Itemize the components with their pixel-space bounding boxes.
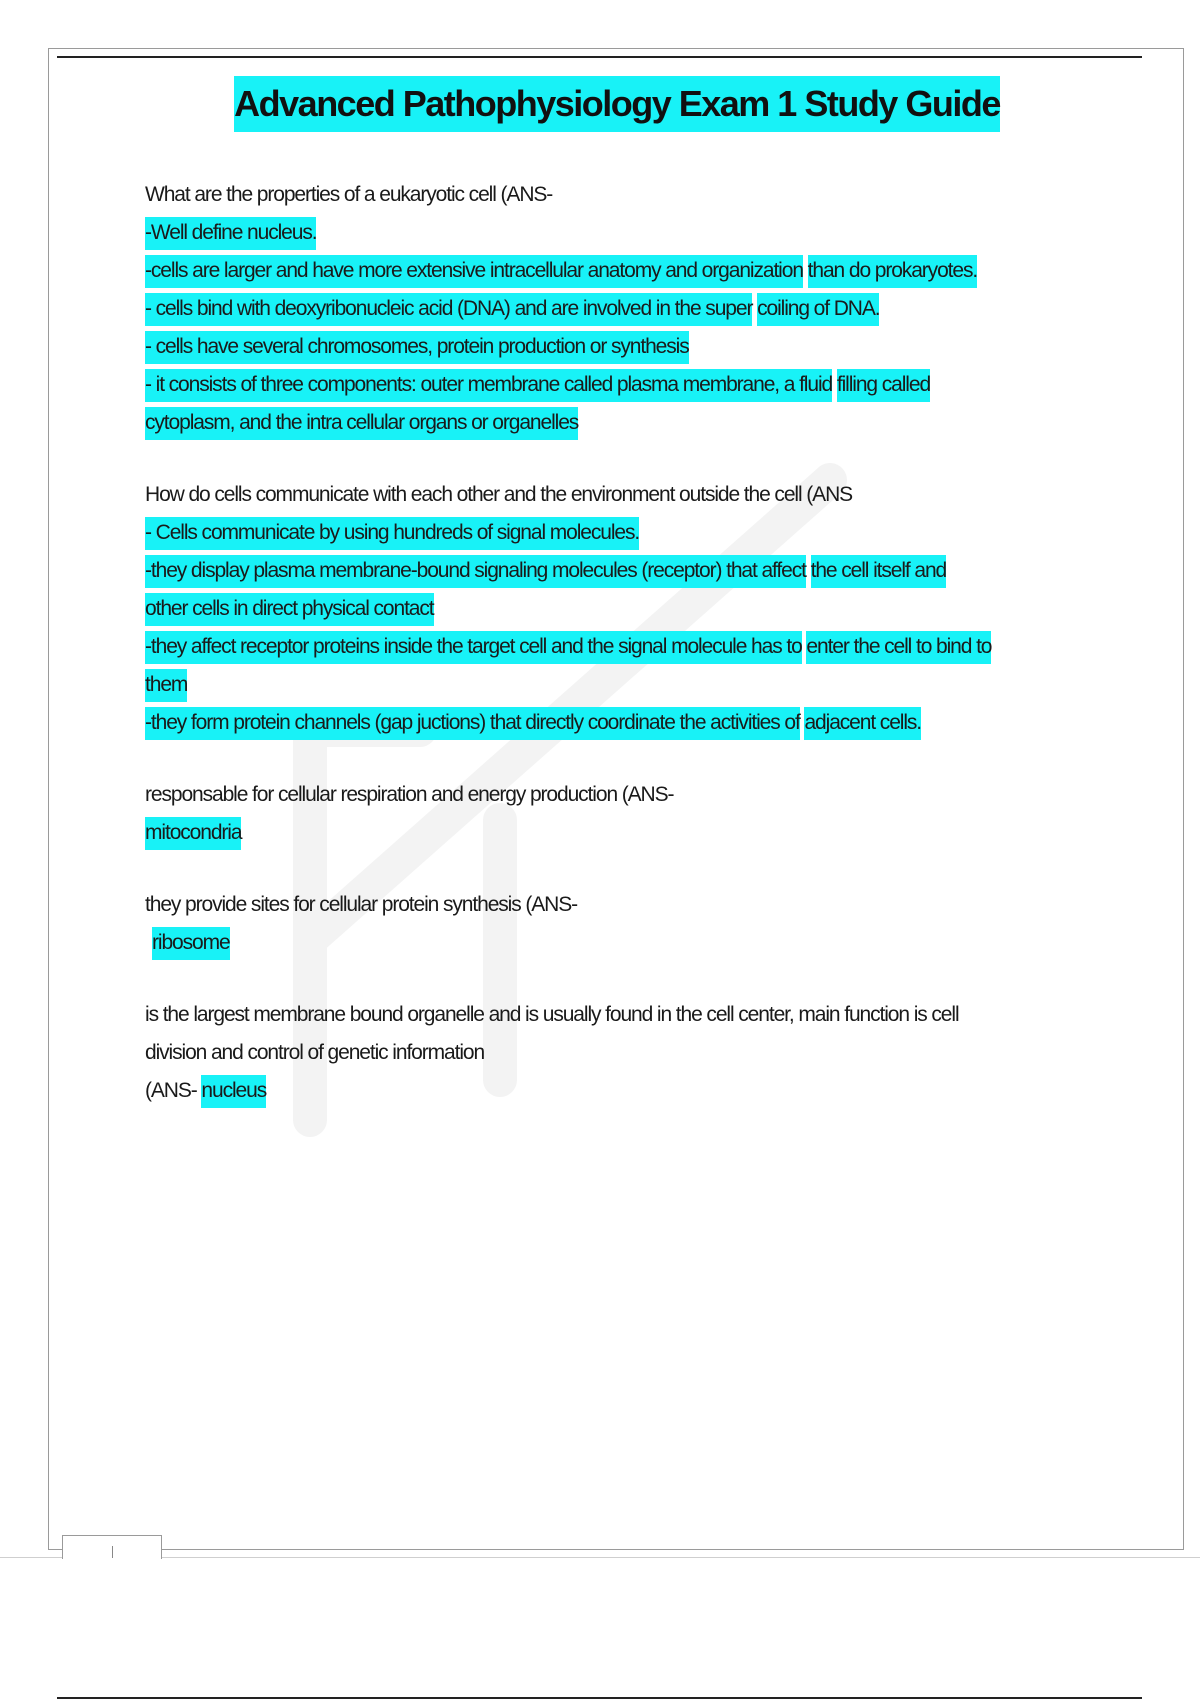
answer-highlight: the cell itself and — [811, 555, 947, 588]
question-prompt: How do cells communicate with each other and the environment outside the cell (ANS — [145, 483, 853, 506]
answer-highlight: -cells are larger and have more extensive intracellular anatomy and organization — [145, 255, 803, 288]
answer-highlight: nucleus — [201, 1075, 266, 1108]
document-title: Advanced Pathophysiology Exam 1 Study Guide — [234, 76, 1000, 132]
bottom-rule — [57, 1697, 1142, 1699]
answer-highlight: ribosome — [152, 927, 230, 960]
answer-highlight: cytoplasm, and the intra cellular organs or organelles — [145, 407, 578, 440]
answer-line — [145, 704, 1095, 742]
answer-line — [145, 328, 1095, 366]
answer-highlight: - it consists of three components: outer membrane called plasma membrane, a fluid — [145, 369, 832, 402]
footer-mark — [112, 1546, 113, 1558]
study-guide-content — [145, 176, 1095, 1110]
answer-highlight: them — [145, 669, 187, 702]
question-prompt: is the largest membrane bound organelle and is usually found in the cell center, main function is cell — [145, 1003, 959, 1026]
answer-highlight: mitocondria — [145, 817, 241, 850]
answer-highlight: - cells have several chromosomes, protein production or synthesis — [145, 331, 689, 364]
answer-line — [145, 214, 1095, 252]
question-prompt: What are the properties of a eukaryotic cell (ANS- — [145, 183, 553, 206]
answer-line — [145, 666, 1095, 704]
answer-line — [145, 366, 1095, 404]
answer-highlight: -they affect receptor proteins inside the target cell and the signal molecule has to — [145, 631, 802, 664]
answer-highlight: coiling of DNA. — [757, 293, 879, 326]
answer-line — [145, 814, 1095, 852]
question-prompt: division and control of genetic information — [145, 1041, 485, 1064]
question-prompt: they provide sites for cellular protein synthesis (ANS- — [145, 893, 578, 916]
answer-highlight: -Well define nucleus. — [145, 217, 316, 250]
answer-line — [145, 1072, 1095, 1110]
answer-highlight: - Cells communicate by using hundreds of signal molecules. — [145, 517, 639, 550]
answer-line — [145, 552, 1095, 590]
answer-highlight: other cells in direct physical contact — [145, 593, 434, 626]
answer-highlight: -they form protein channels (gap juctions) that directly coordinate the activities of — [145, 707, 800, 740]
title-wrap — [0, 76, 1200, 132]
answer-highlight: adjacent cells. — [804, 707, 921, 740]
answer-highlight: -they display plasma membrane-bound signaling molecules (receptor) that affect — [145, 555, 806, 588]
answer-highlight: than do prokaryotes. — [808, 255, 977, 288]
answer-prefix: (ANS- — [145, 1079, 197, 1102]
page-separator — [0, 1557, 1200, 1558]
footer-tab — [62, 1535, 162, 1559]
answer-line — [145, 628, 1095, 666]
answer-line — [145, 252, 1095, 290]
answer-line — [145, 924, 1095, 962]
answer-highlight: enter the cell to bind to — [806, 631, 991, 664]
top-rule — [57, 56, 1142, 58]
answer-highlight: - cells bind with deoxyribonucleic acid (DNA) and are involved in the super — [145, 293, 752, 326]
answer-line — [145, 290, 1095, 328]
answer-line — [145, 514, 1095, 552]
answer-line — [145, 590, 1095, 628]
answer-highlight: filling called — [837, 369, 930, 402]
answer-line — [145, 404, 1095, 442]
question-prompt: responsable for cellular respiration and energy production (ANS- — [145, 783, 674, 806]
